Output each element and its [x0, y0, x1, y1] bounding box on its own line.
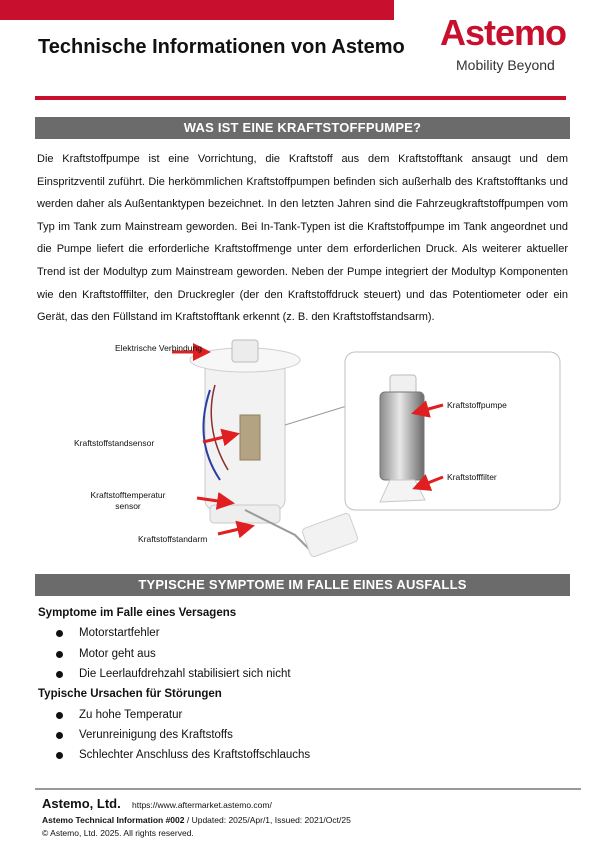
intro-paragraph: Die Kraftstoffpumpe ist eine Vorrichtung, die Kraftstoff aus dem Kraftstofftank ansaugt und dem Einspritzventil zuführt. Die herkömmlichen Kraftstoffpumpen befinden sich außerhalb des Kraftstofftanks und werden daher als Außentanktypen bezeichnet. In den letzten Jahren sind die Fahrzeugkraftstoffpumpen vom Typ im Tank zum Mainstream geworden. Bei In-Tank-Typen ist die Kraftstoffpumpe im Tank angeordnet und die Pumpe liefert die erforderliche Kraftstoffmenge unter dem erforderlichen Druck. Als weiterer aktueller Trend ist der Modultyp zum Mainstream geworden. Neben der Pumpe integriert der Modultyp Komponenten wie den Kraftstofffilter, den Druckregler (der den Kraftstoffdruck steuert) und das Potentiometer oder ein Gerät, das den Füllstand im Kraftstofftank erkennt (z. B. den Kraftstoffstandsarm).: [37, 153, 568, 324]
bullet-icon: [56, 712, 63, 719]
causes-heading: Typische Ursachen für Störungen: [38, 688, 222, 700]
label-elektrische-verbindung: Elektrische Verbindung: [115, 343, 202, 353]
symptoms-heading: Symptome im Falle eines Versagens: [38, 607, 237, 619]
section-heading-symptoms: TYPISCHE SYMPTOME IM FALLE EINES AUSFALLS: [35, 574, 570, 596]
label-kraftstoffstandarm: Kraftstoffstandarm: [138, 534, 208, 544]
label-kraftstofftemperatursensor: Kraftstofftemperatur sensor: [90, 490, 166, 511]
footer-url-link[interactable]: https://www.aftermarket.astemo.com/: [132, 800, 272, 810]
top-accent-bar: [0, 0, 394, 20]
footer-rule: [35, 788, 581, 790]
bullet-icon: [56, 732, 63, 739]
bullet-icon: [56, 752, 63, 759]
footer-info-dates: / Updated: 2025/Apr/1, Issued: 2021/Oct/25: [184, 815, 351, 825]
logo-tagline: Mobility Beyond: [456, 57, 555, 73]
bullet-icon: [56, 651, 63, 658]
logo-wordmark: Astemo: [440, 12, 567, 53]
fuel-pump-diagram: [60, 330, 580, 570]
footer-company: Astemo, Ltd.: [42, 796, 121, 811]
bullet-icon: [56, 630, 63, 637]
footer-document-info: [42, 815, 351, 825]
header-rule: [35, 96, 566, 100]
page-title: Technische Informationen von Astemo: [38, 36, 405, 58]
footer-info-title: Astemo Technical Information #002: [42, 815, 185, 825]
label-kraftstoffstandsensor: Kraftstoffstandsensor: [74, 438, 155, 448]
footer-copyright: © Astemo, Ltd. 2025. All rights reserved.: [42, 828, 194, 838]
section-heading-what-is: WAS IST EINE KRAFTSTOFFPUMPE?: [35, 117, 570, 139]
astemo-logo: [440, 12, 590, 82]
bullet-icon: [56, 671, 63, 678]
label-kraftstofffilter: Kraftstofffilter: [447, 472, 497, 482]
label-kraftstoffpumpe: Kraftstoffpumpe: [447, 400, 507, 410]
